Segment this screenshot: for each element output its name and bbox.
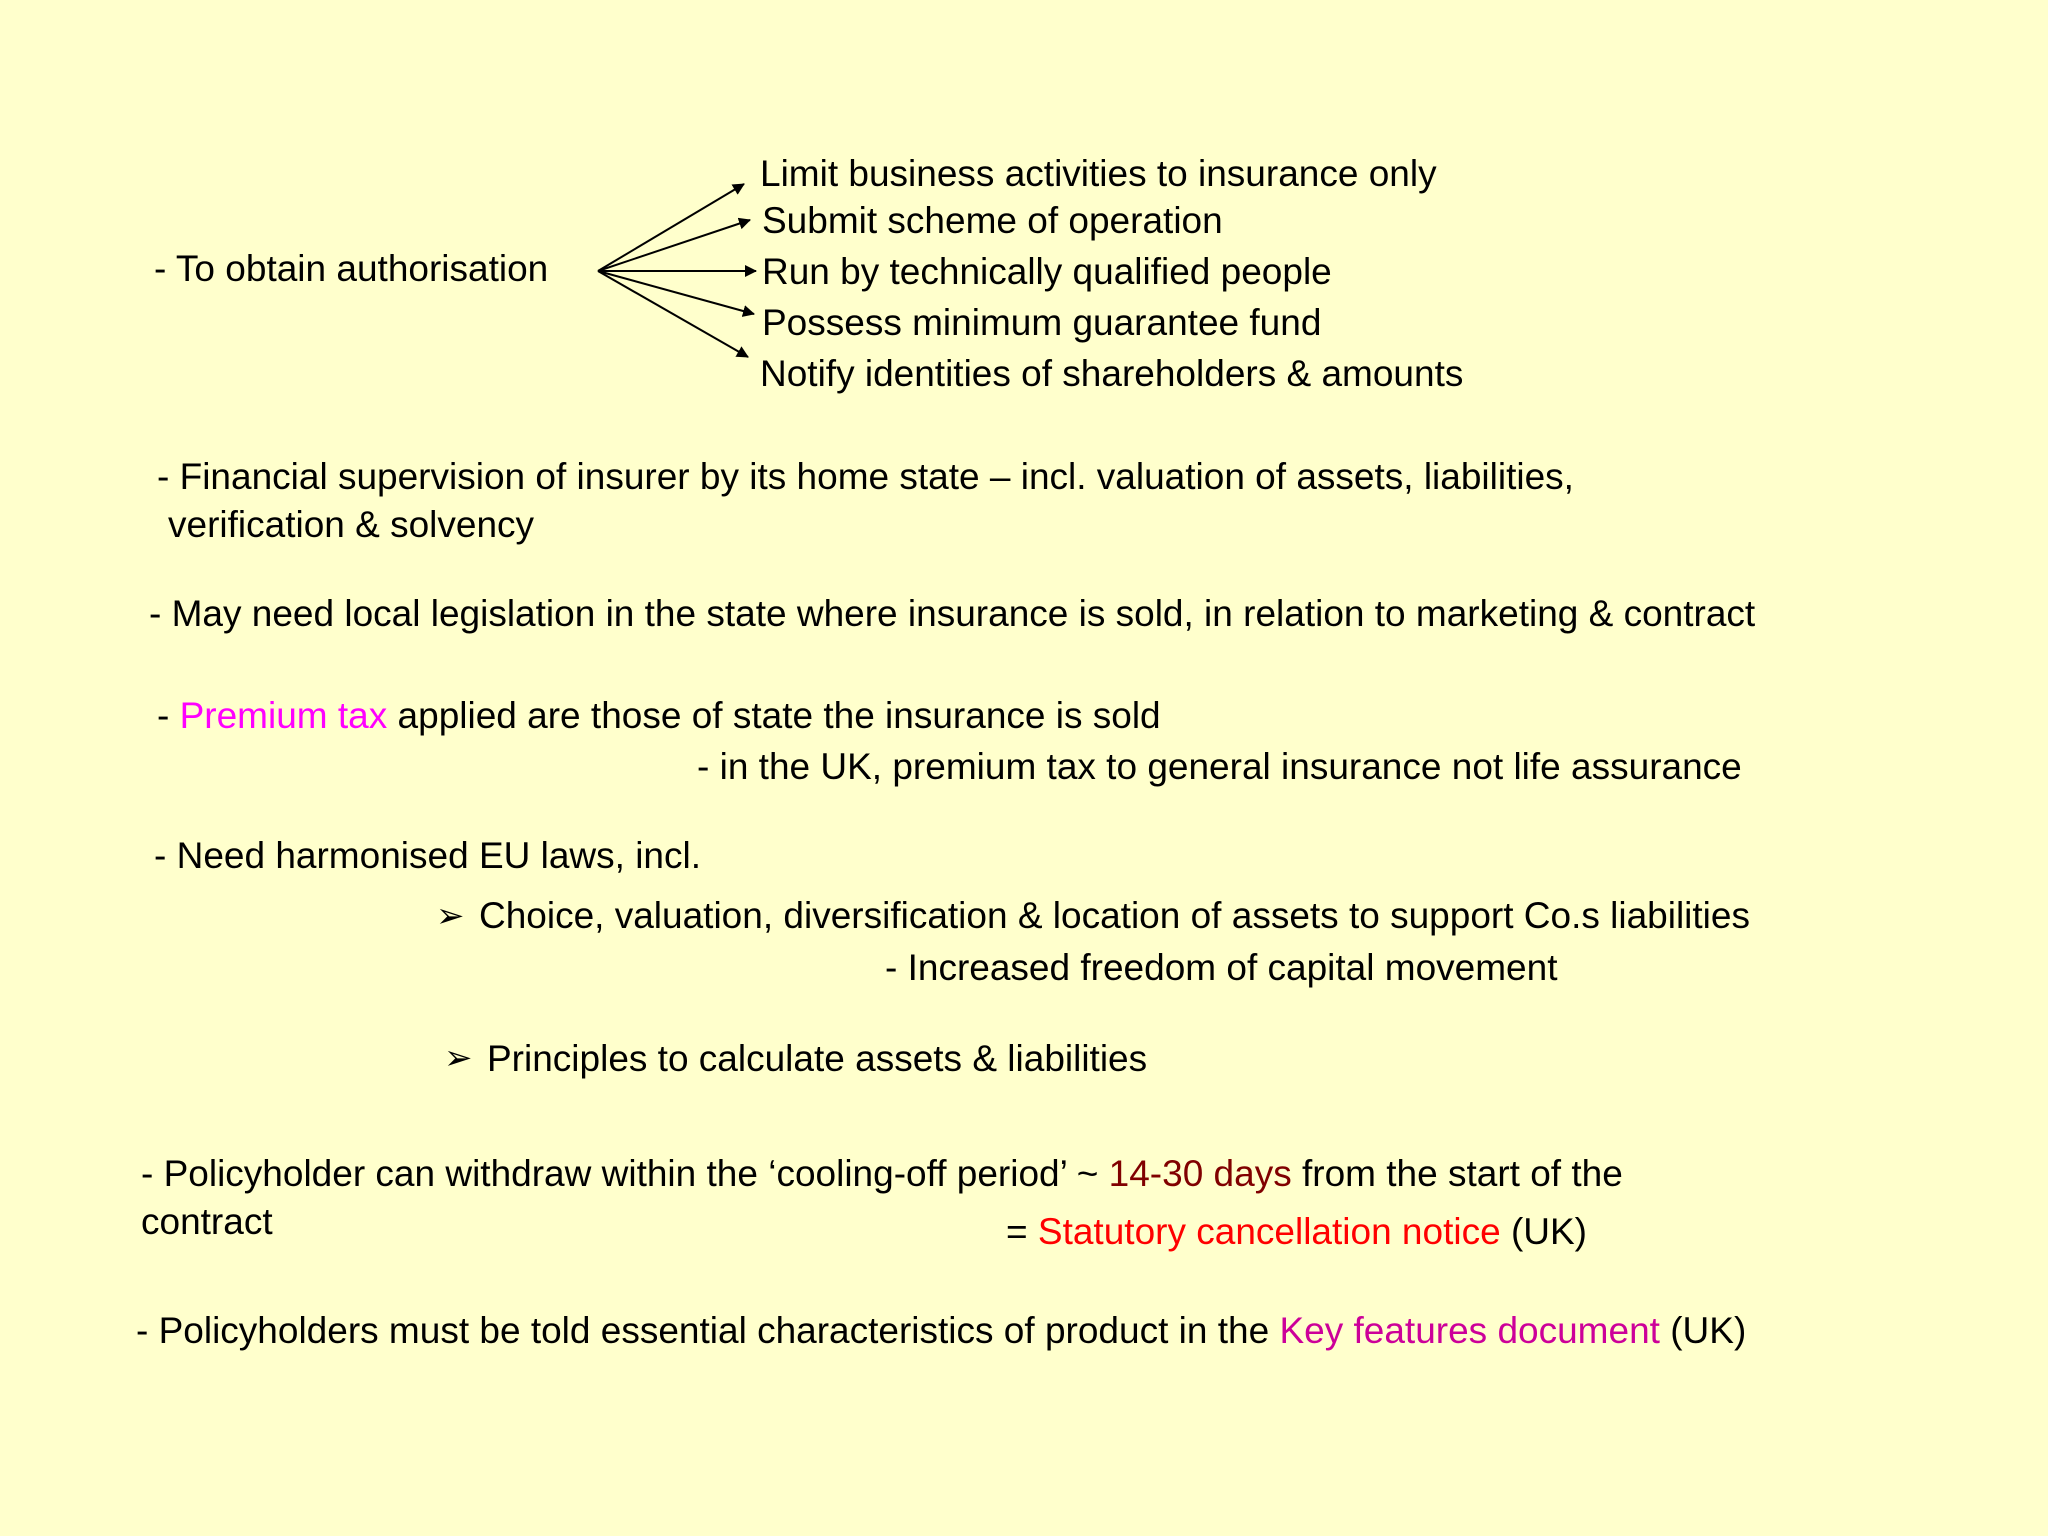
arrow-line <box>598 220 750 271</box>
requirement-item: Limit business activities to insurance only <box>760 153 1437 194</box>
statutory-notice-text: Statutory cancellation notice <box>1037 1211 1501 1252</box>
arrow-bullet-icon: ➢ <box>444 1039 473 1077</box>
arrow-line <box>598 271 748 357</box>
financial-supervision-line2: verification & solvency <box>168 504 535 545</box>
key-features-highlight: Key features document <box>1279 1310 1660 1351</box>
cooling-off-suffix: from the start of the <box>1291 1153 1623 1194</box>
eu-laws-bullet1-sub: - Increased freedom of capital movement <box>885 947 1558 988</box>
eu-laws-lead: - Need harmonised EU laws, incl. <box>154 835 701 876</box>
requirement-item: Run by technically qualified people <box>762 251 1332 292</box>
key-features-prefix: - Policyholders must be told essential characteristics of product in the <box>136 1310 1280 1351</box>
premium-tax-note: - in the UK, premium tax to general insurance not life assurance <box>697 746 1742 787</box>
cooling-off-line2: contract <box>141 1201 273 1242</box>
arrow-line <box>598 271 754 314</box>
authorisation-lead: - To obtain authorisation <box>154 248 549 289</box>
statutory-notice-suffix: (UK) <box>1500 1211 1587 1252</box>
premium-tax-line <box>157 694 1161 738</box>
key-features-line <box>136 1309 1746 1353</box>
local-legislation-text: - May need local legislation in the state where insurance is sold, in relation to marketing & contract <box>149 593 1756 634</box>
financial-supervision-line1: - Financial supervision of insurer by its home state – incl. valuation of assets, liabilities, <box>157 456 1574 497</box>
statutory-notice-line <box>1006 1210 1587 1254</box>
eu-laws-bullet2: Principles to calculate assets & liabilities <box>487 1038 1148 1079</box>
cooling-off-line1 <box>141 1152 1623 1196</box>
eu-laws-bullet1: Choice, valuation, diversification & location of assets to support Co.s liabilities <box>479 895 1750 936</box>
premium-tax-prefix: - <box>157 695 180 736</box>
statutory-notice-equals: = <box>1006 1211 1038 1252</box>
cooling-off-days: 14-30 days <box>1108 1153 1292 1194</box>
premium-tax-suffix: applied are those of state the insurance is sold <box>387 695 1161 736</box>
key-features-suffix: (UK) <box>1659 1310 1747 1351</box>
premium-tax-highlight: Premium tax <box>179 695 388 736</box>
requirement-item: Submit scheme of operation <box>762 200 1223 241</box>
arrow-line <box>598 184 744 271</box>
arrow-bullet-icon: ➢ <box>436 897 465 935</box>
requirement-item: Possess minimum guarantee fund <box>762 302 1322 343</box>
requirement-item: Notify identities of shareholders & amounts <box>760 353 1464 394</box>
cooling-off-prefix: - Policyholder can withdraw within the ‘cooling-off period’ ~ <box>141 1153 1109 1194</box>
